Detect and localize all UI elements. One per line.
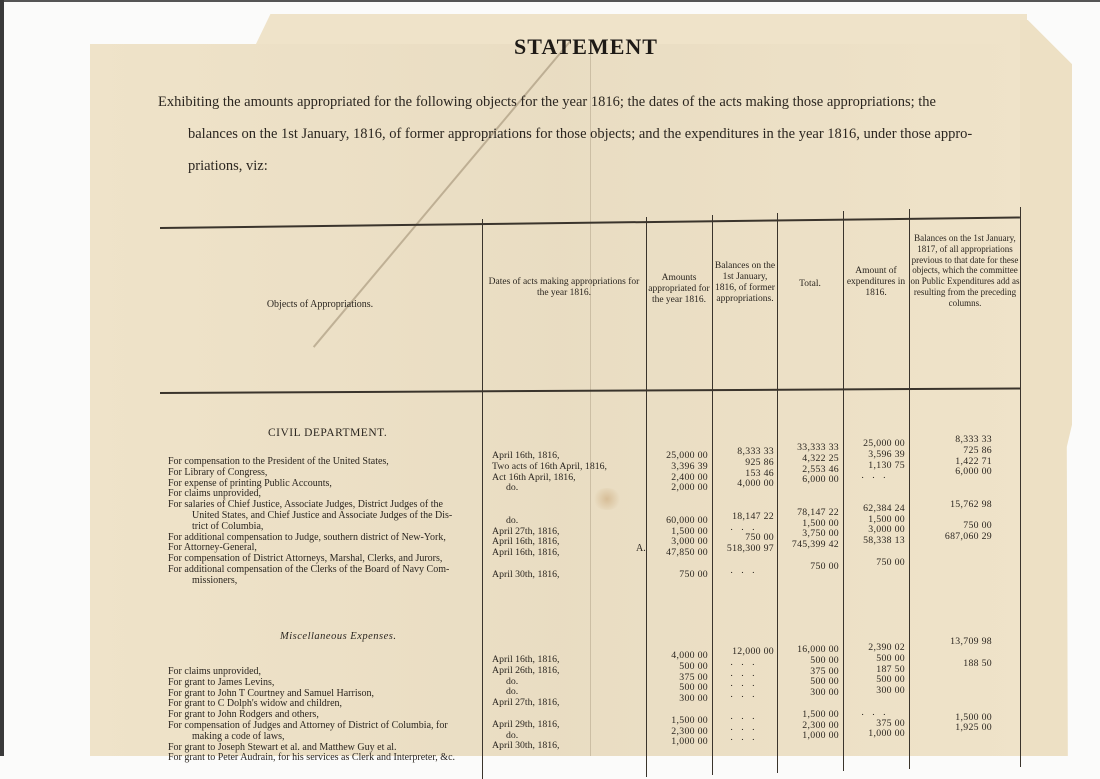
misc-appropriated [648, 651, 708, 748]
amount-cell: 188 50 [963, 657, 992, 669]
amount-cell: 13,709 98 [950, 636, 992, 647]
date-cell: April 27th, 1816, [492, 525, 560, 537]
intro-line-2: balances on the 1st January, 1816, of former appropriations for those objects; and the expenditures in the year 1816, under those appro- [188, 126, 973, 142]
amount-cell: . . . [730, 721, 758, 733]
object-cell: For additional compensation of the Clerks of the Board of Navy Com- [168, 563, 450, 575]
header-objects: Objects of Appropriations. [266, 299, 374, 310]
amount-cell: 1,500 00 [802, 708, 839, 720]
amount-cell: 375 00 [679, 671, 708, 683]
object-cell: For salaries of Chief Justice, Associate Judges, District Judges of the [168, 499, 443, 511]
amount-cell: 500 00 [810, 676, 839, 688]
object-cell: For additional compensation to Judge, southern district of New-York, [168, 531, 446, 543]
amount-cell: 925 86 [745, 456, 774, 468]
table-top-rule [160, 216, 1020, 228]
civil-balance-1817 [912, 435, 992, 543]
amount-cell: 725 86 [963, 444, 992, 456]
document-title: STATEMENT [514, 34, 658, 59]
date-cell: April 16th, 1816, [492, 547, 560, 559]
amount-cell: 3,596 39 [868, 448, 905, 460]
misc-total [779, 645, 839, 742]
header-expenditures: Amount of expenditures in 1816. [846, 266, 906, 298]
amount-cell: 2,300 00 [802, 719, 839, 731]
amount-cell: 750 00 [876, 556, 905, 568]
amount-cell: . . . [730, 667, 758, 679]
header-appropriated: Amounts appropriated for the year 1816. [648, 273, 710, 305]
amount-cell: 4,000 00 [671, 650, 708, 661]
date-cell: April 16th, 1816, [492, 654, 560, 665]
amount-cell: . . . [730, 710, 758, 722]
object-cell: For compensation to the President of the United States, [168, 456, 389, 467]
section-heading-civil: CIVIL DEPARTMENT. [268, 427, 388, 439]
amount-cell: 62,384 24 [863, 502, 905, 514]
amount-cell: 3,750 00 [802, 528, 839, 540]
amount-cell: 2,553 46 [802, 463, 839, 475]
object-cell: For grant to Joseph Stewart et al. and Matthew Guy et al. [168, 741, 397, 753]
civil-objects [168, 457, 488, 587]
civil-appropriated [648, 451, 708, 581]
date-cell: Act 16th April, 1816, [492, 471, 576, 483]
amount-cell: 300 00 [679, 693, 708, 705]
appropriations-table [160, 207, 1020, 767]
amount-cell: . . . [730, 678, 758, 690]
scan-border-left [0, 0, 4, 756]
misc-expended [845, 643, 905, 740]
object-cell: For grant to C Dolph's widow and children, [168, 698, 343, 710]
amount-cell: . . . [730, 564, 758, 576]
amount-cell: 153 46 [745, 467, 774, 479]
amount-cell: 4,322 25 [802, 452, 839, 464]
amount-cell: 2,400 00 [671, 471, 708, 483]
amount-cell: . . . [730, 521, 758, 533]
amount-cell: 750 00 [679, 568, 708, 580]
civil-balance-1816 [714, 447, 774, 577]
amount-cell: 3,000 00 [671, 536, 708, 548]
amount-cell: 518,300 97 [726, 543, 774, 555]
date-cell: April 16th, 1816, [492, 450, 560, 461]
amount-cell: 750 00 [963, 520, 992, 532]
amount-cell: 745,399 42 [791, 539, 839, 551]
amount-cell: 500 00 [679, 682, 708, 694]
date-cell: do. [506, 675, 519, 687]
object-cell: For claims unprovided, [168, 666, 262, 677]
date-cell: April 16th, 1816, [492, 536, 560, 548]
col-divider-7 [1020, 207, 1021, 767]
amount-cell: 2,000 00 [671, 482, 708, 494]
amount-cell: 300 00 [810, 687, 839, 699]
date-cell: do. [506, 686, 519, 698]
amount-cell: 25,000 00 [666, 450, 708, 461]
object-cell: For expense of printing Public Accounts, [168, 477, 332, 489]
header-total: Total. [799, 279, 821, 289]
date-cell: April 30th, 1816, [492, 568, 560, 580]
misc-dates [492, 655, 560, 752]
scan-border-top [0, 0, 1100, 2]
amount-cell: 1,500 00 [868, 513, 905, 525]
amount-cell: 1,925 00 [955, 722, 992, 734]
amount-cell: 1,500 00 [671, 525, 708, 537]
amount-cell: 750 00 [810, 560, 839, 572]
misc-objects [168, 667, 488, 764]
footnote-mark: A. [636, 543, 646, 554]
amount-cell: 60,000 00 [666, 514, 708, 526]
amount-cell: . . . [730, 732, 758, 744]
date-cell: April 26th, 1816, [492, 664, 560, 676]
date-cell: Two acts of 16th April, 1816, [492, 460, 607, 472]
amount-cell: 1,000 00 [868, 728, 905, 740]
amount-cell: 3,000 00 [868, 524, 905, 536]
amount-cell: . . . [730, 656, 758, 668]
date-cell: do. [506, 729, 519, 741]
amount-cell: 1,500 00 [671, 714, 708, 726]
amount-cell: 8,333 33 [737, 446, 774, 457]
paper-right-edge [1020, 20, 1072, 756]
object-cell: For grant to John T Courtney and Samuel Harrison, [168, 687, 374, 699]
civil-expended [845, 439, 905, 569]
amount-cell: 375 00 [876, 717, 905, 729]
amount-cell: 12,000 00 [732, 646, 774, 657]
amount-cell: 375 00 [810, 665, 839, 677]
object-cell: For Attorney-General, [168, 542, 257, 554]
date-cell: April 27th, 1816, [492, 697, 560, 709]
amount-cell: 1,500 00 [802, 517, 839, 529]
misc-balance-1817 [912, 637, 992, 734]
amount-cell: 16,000 00 [797, 644, 839, 655]
misc-balance-1816 [714, 647, 774, 744]
amount-cell: 750 00 [745, 532, 774, 544]
amount-cell: 25,000 00 [863, 438, 905, 449]
col-divider-4 [777, 213, 778, 773]
header-dates: Dates of acts making appropriations for the year 1816. [488, 277, 640, 298]
amount-cell: 2,300 00 [671, 725, 708, 737]
amount-cell: 2,390 02 [868, 642, 905, 653]
amount-cell: 1,500 00 [955, 711, 992, 723]
object-cell-cont: trict of Columbia, [192, 520, 264, 532]
object-cell: For Library of Congress, [168, 466, 268, 478]
amount-cell: 3,396 39 [671, 460, 708, 472]
amount-cell: 78,147 22 [797, 506, 839, 518]
amount-cell: 500 00 [679, 660, 708, 672]
object-cell-cont: missioners, [192, 574, 238, 586]
object-cell: For compensation of District Attorneys, Marshal, Clerks, and Jurors, [168, 553, 443, 565]
amount-cell: 58,338 13 [863, 535, 905, 547]
amount-cell: 500 00 [876, 674, 905, 686]
amount-cell: . . . [861, 706, 889, 718]
date-cell: April 29th, 1816, [492, 718, 560, 730]
civil-total [779, 443, 839, 573]
amount-cell: 687,060 29 [944, 531, 992, 543]
amount-cell: 15,762 98 [950, 498, 992, 510]
amount-cell: 18,147 22 [732, 510, 774, 522]
amount-cell: 500 00 [810, 654, 839, 666]
object-cell: For grant to James Levins, [168, 676, 275, 688]
object-cell-cont: United States, and Chief Justice and Associate Judges of the Dis- [192, 509, 453, 521]
civil-dates [492, 451, 607, 581]
amount-cell: 187 50 [876, 663, 905, 675]
intro-line-3: priations, viz: [188, 158, 268, 174]
amount-cell: 33,333 33 [797, 442, 839, 453]
header-balance-1816: Balances on the 1st January, 1816, of former appropriations. [714, 261, 776, 304]
header-balance-1817: Balances on the 1st January, 1817, of all appropriations previous to that date for these objects, which the committee on Public Expenditures add as resulting from the preceding columns. [910, 233, 1020, 308]
date-cell: do. [506, 514, 519, 526]
section-heading-misc: Miscellaneous Expenses. [280, 631, 397, 642]
amount-cell: . . . [861, 470, 889, 482]
amount-cell: 6,000 00 [955, 466, 992, 478]
amount-cell: 6,000 00 [802, 474, 839, 486]
amount-cell: . . . [730, 689, 758, 701]
document-intro [158, 86, 1020, 182]
amount-cell: 1,422 71 [955, 455, 992, 467]
date-cell: do. [506, 482, 519, 494]
object-cell: For compensation of Judges and Attorney of District of Columbia, for [168, 719, 448, 731]
amount-cell: 4,000 00 [737, 478, 774, 490]
amount-cell: 47,850 00 [666, 547, 708, 559]
object-cell: For grant to John Rodgers and others, [168, 709, 319, 721]
amount-cell: 8,333 33 [955, 434, 992, 445]
amount-cell: 500 00 [876, 652, 905, 664]
object-cell: For claims unprovided, [168, 488, 262, 500]
header-bottom-rule [160, 387, 1020, 393]
amount-cell: 300 00 [876, 685, 905, 697]
object-cell-cont: making a code of laws, [192, 730, 285, 742]
amount-cell: 1,000 00 [671, 736, 708, 748]
object-cell: For grant to Peter Audrain, for his services as Clerk and Interpreter, &c. [168, 752, 456, 764]
amount-cell: 1,000 00 [802, 730, 839, 742]
amount-cell: 1,130 75 [868, 459, 905, 471]
date-cell: April 30th, 1816, [492, 740, 560, 752]
intro-line-1: Exhibiting the amounts appropriated for the following objects for the year 1816; the dates of the acts making those appropriations; the [158, 94, 936, 110]
